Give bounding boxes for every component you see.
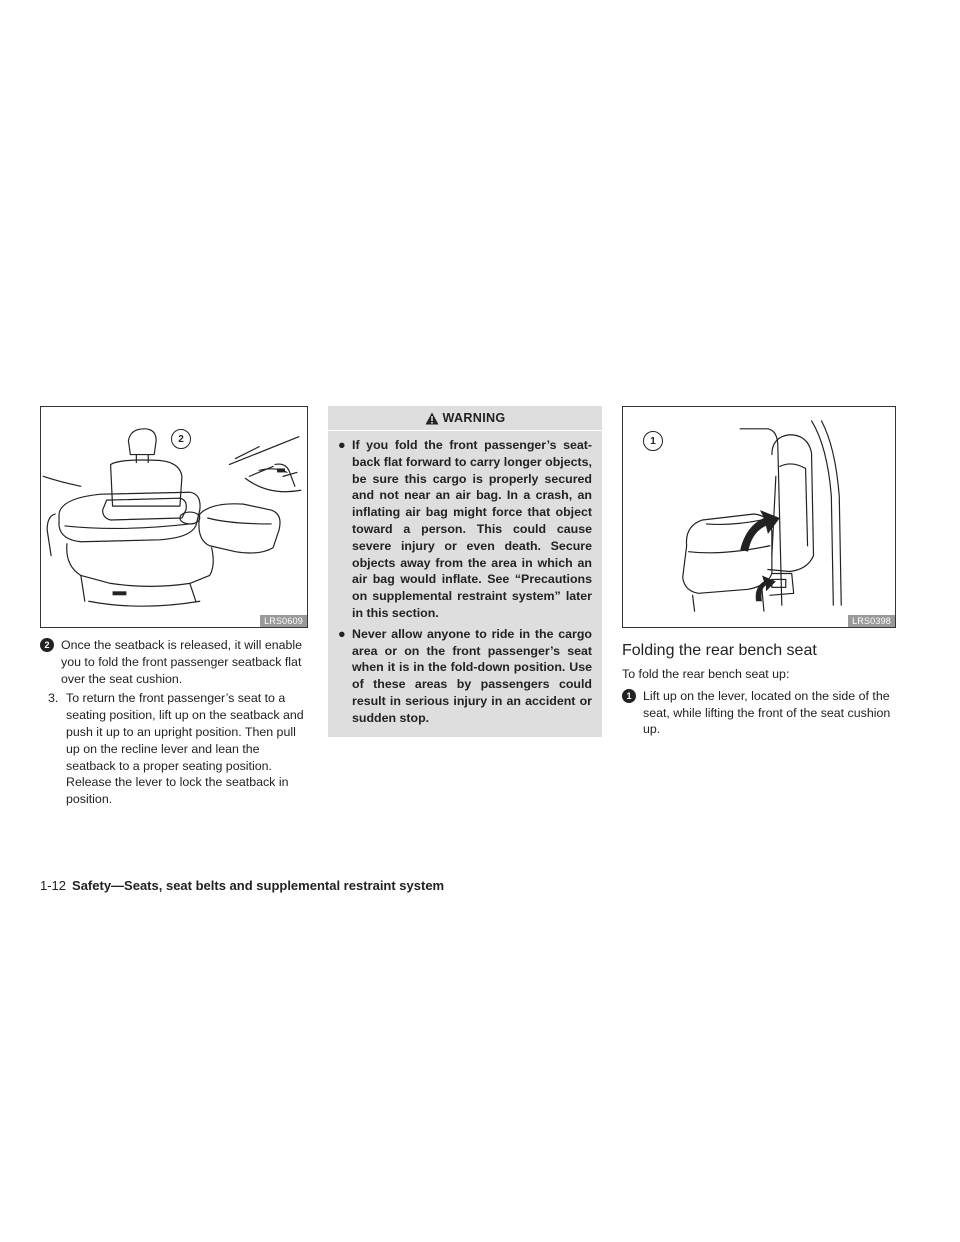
figure-code: LRS0609 <box>260 615 307 627</box>
bullet: ● <box>338 626 346 641</box>
step-text: To return the front passenger’s seat to a seating position, lift up on the seatback and push it up to an upright position. Then pull up on the recline lever and lean the seatback to a proper seating position. Release the lever to lock the seatback in position. <box>66 691 304 807</box>
column-middle <box>328 406 602 737</box>
figure-front-seat-folded <box>40 406 308 628</box>
column-left <box>40 406 308 808</box>
warning-item <box>338 626 592 727</box>
page-footer <box>40 878 444 893</box>
step-2 <box>40 637 308 687</box>
step-text: Lift up on the lever, located on the side of the seat, while lifting the front of the seat cushion up. <box>643 688 891 737</box>
step-3 <box>40 690 308 808</box>
step-number-circle: 1 <box>622 689 636 703</box>
page-number: 1-12 <box>40 878 67 893</box>
warning-item <box>338 437 592 622</box>
figure-callout: 1 <box>643 431 663 451</box>
warning-text: If you fold the front passenger’s seat-back flat forward to carry longer objects, be sure this cargo is properly secured and not near an air bag. In a crash, an inflating air bag might force that object toward a person. This could cause severe injury or even death. Secure objects away from the area in which an air bag would inflate. See “Precautions on supplemental restraint system” later in this section. <box>352 438 592 620</box>
warning-text: Never allow anyone to ride in the cargo area or on the front passenger’s seat when it is in the fold-down position. Use of these areas by passengers could result in serious injury in an accident or sudden stop. <box>352 626 592 725</box>
step-text: Once the seatback is released, it will enable you to fold the front passenger seatback flat over the seat cushion. <box>61 638 303 686</box>
intro-text: To fold the rear bench seat up: <box>622 667 790 681</box>
figure-rear-bench-seat <box>622 406 896 628</box>
warning-triangle-icon <box>425 412 439 425</box>
bullet: ● <box>338 438 346 452</box>
step-number: 3. <box>48 691 59 706</box>
warning-box <box>328 406 602 737</box>
column-right <box>622 406 896 738</box>
step-number-circle: 2 <box>40 638 54 652</box>
section-title: Safety—Seats, seat belts and supplemental restraint system <box>72 878 445 893</box>
warning-title: WARNING <box>442 411 506 425</box>
figure-code: LRS0398 <box>848 615 895 627</box>
figure-callout: 2 <box>171 429 191 449</box>
warning-header <box>328 406 602 431</box>
section-heading: Folding the rear bench seat <box>622 642 817 659</box>
step-1 <box>622 688 896 738</box>
rear-seat-illustration <box>623 407 895 627</box>
